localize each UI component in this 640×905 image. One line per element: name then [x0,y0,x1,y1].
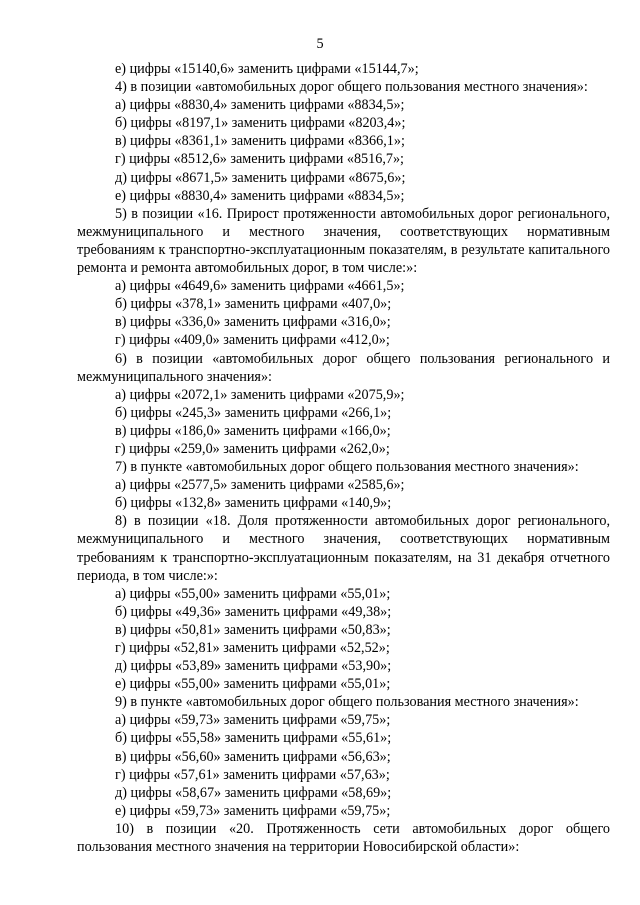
paragraph: а) цифры «8830,4» заменить цифрами «8834,5»; [115,97,405,114]
paragraph: г) цифры «57,61» заменить цифрами «57,63»; [115,766,390,783]
paragraph: б) цифры «55,58» заменить цифрами «55,61»; [115,730,392,747]
paragraph: г) цифры «259,0» заменить цифрами «262,0»; [115,440,390,457]
paragraph: 8) в позиции «18. Доля протяженности автомобильных дорог регионального, межмуниципального и местного значения, соответствующих нормативным требованиям к транспортно-эксплуатационным показателям, на 31 декабря отчетного периода, в том числе:»: [77,513,610,584]
paragraph: а) цифры «59,73» заменить цифрами «59,75»; [115,712,391,729]
paragraph: а) цифры «55,00» заменить цифрами «55,01»; [115,585,391,602]
paragraph: 6) в позиции «автомобильных дорог общего пользования регионального и межмуниципального значения»: [77,350,610,385]
paragraph: г) цифры «409,0» заменить цифрами «412,0»; [115,332,390,349]
paragraph: г) цифры «52,81» заменить цифрами «52,52»; [115,640,390,656]
paragraph: 4) в позиции «автомобильных дорог общего пользования местного значения»: [115,79,588,96]
paragraph: 7) в пункте «автомобильных дорог общего пользования местного значения»: [115,459,579,476]
paragraph: г) цифры «8512,6» заменить цифрами «8516,7»; [115,151,405,168]
paragraph: е) цифры «8830,4» заменить цифрами «8834,5»; [115,187,405,204]
paragraph: а) цифры «2072,1» заменить цифрами «2075,9»; [115,386,405,403]
paragraph: б) цифры «132,8» заменить цифрами «140,9»; [115,495,392,512]
paragraph: е) цифры «15140,6» заменить цифрами «15144,7»; [115,61,419,77]
paragraph: д) цифры «58,67» заменить цифрами «58,69»; [115,784,392,801]
paragraph: д) цифры «53,89» заменить цифрами «53,90»; [115,658,392,675]
paragraph: 10) в позиции «20. Протяженность сети автомобильных дорог общего пользования местного значения на территории Новосибирской области»: [77,820,610,856]
paragraph: в) цифры «50,81» заменить цифрами «50,83»; [115,621,391,638]
paragraph: б) цифры «245,3» заменить цифрами «266,1»; [115,404,392,421]
paragraph: д) цифры «8671,5» заменить цифрами «8675,6»; [115,169,406,186]
paragraph: б) цифры «378,1» заменить цифрами «407,0»; [115,296,392,313]
paragraph: б) цифры «8197,1» заменить цифрами «8203,4»; [115,115,406,132]
paragraph: е) цифры «59,73» заменить цифрами «59,75»; [115,802,391,819]
paragraph: а) цифры «4649,6» заменить цифрами «4661,5»; [115,278,405,295]
paragraph: б) цифры «49,36» заменить цифрами «49,38»; [115,603,392,620]
paragraph: 5) в позиции «16. Прирост протяженности автомобильных дорог регионального, межмуниципального и местного значения, соответствующих нормативным требованиям к транспортно-эксплуатационным показателям, в результате капитального ремонта и ремонта автомобильных дорог, в том числе:»: [77,205,610,277]
paragraph: е) цифры «55,00» заменить цифрами «55,01»; [115,676,391,693]
document-body [77,60,610,856]
paragraph: в) цифры «186,0» заменить цифрами «166,0»; [115,422,391,439]
paragraph: 9) в пункте «автомобильных дорог общего пользования местного значения»: [115,694,579,711]
paragraph: в) цифры «336,0» заменить цифрами «316,0»; [115,314,391,331]
page-number: 5 [316,36,324,52]
paragraph: а) цифры «2577,5» заменить цифрами «2585,6»; [115,477,405,494]
paragraph: в) цифры «56,60» заменить цифрами «56,63»; [115,748,391,765]
paragraph: в) цифры «8361,1» заменить цифрами «8366,1»; [115,133,405,150]
